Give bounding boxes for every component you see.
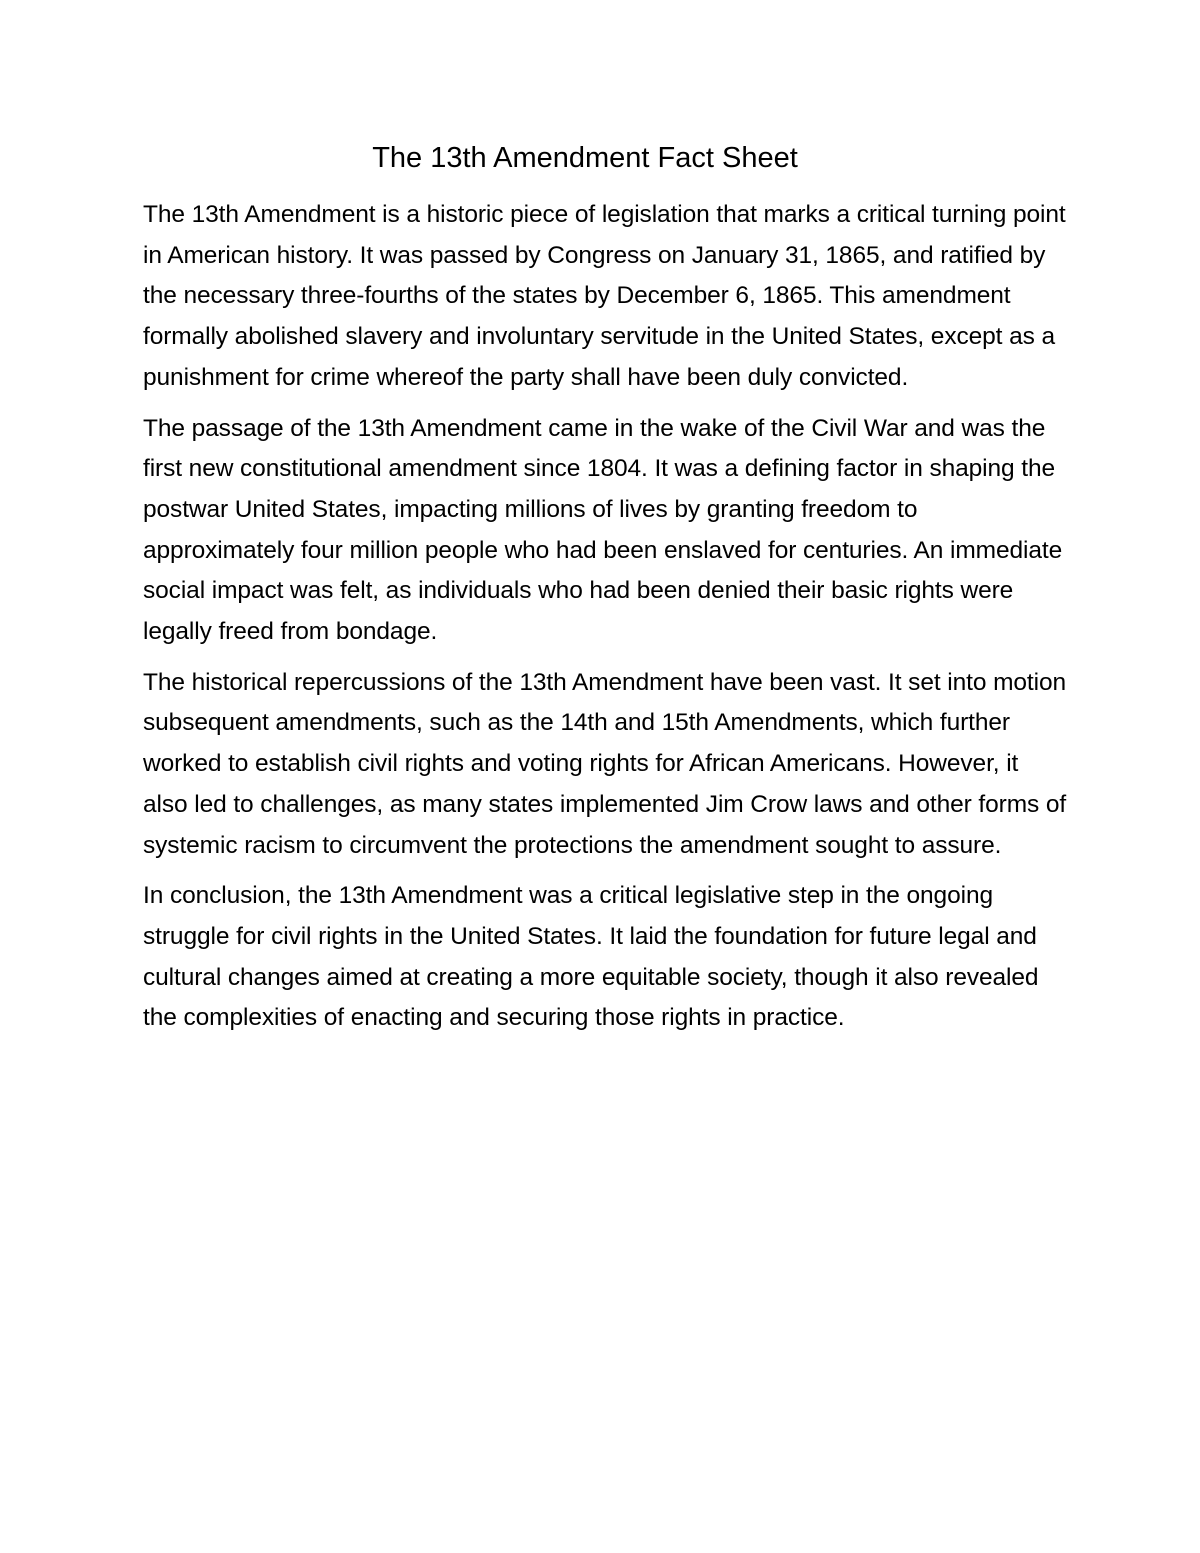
paragraph-conclusion: In conclusion, the 13th Amendment was a critical legislative step in the ongoing struggle for civil rights in the United States. It laid the foundation for future legal and cultural changes aimed at creating a more equitable society, though it also revealed the complexities of enacting and securing those rights in practice.: [143, 882, 1039, 1032]
document-body: [143, 195, 1068, 1049]
paragraph-passage: The passage of the 13th Amendment came in the wake of the Civil War and was the first new constitutional amendment since 1804. It was a defining factor in shaping the postwar United States, impacting millions of lives by granting freedom to approximately four million people who had been enslaved for centuries. An immediate social impact was felt, as individuals who had been denied their basic rights were legally freed from bondage.: [143, 414, 1063, 646]
document-title: The 13th Amendment Fact Sheet: [372, 142, 798, 174]
paragraph-repercussions: The historical repercussions of the 13th Amendment have been vast. It set into motion subsequent amendments, such as the 14th and 15th Amendments, which further worked to establish civil rights and voting rights for African Americans. However, it also led to challenges, as many states implemented Jim Crow laws and other forms of systemic racism to circumvent the protections the amendment sought to assure.: [143, 668, 1067, 859]
paragraph-intro: The 13th Amendment is a historic piece of legislation that marks a critical turning point in American history. It was passed by Congress on January 31, 1865, and ratified by the necessary three-fourths of the states by December 6, 1865. This amendment formally abolished slavery and involuntary servitude in the United States, except as a punishment for crime whereof the party shall have been duly convicted.: [143, 201, 1066, 391]
